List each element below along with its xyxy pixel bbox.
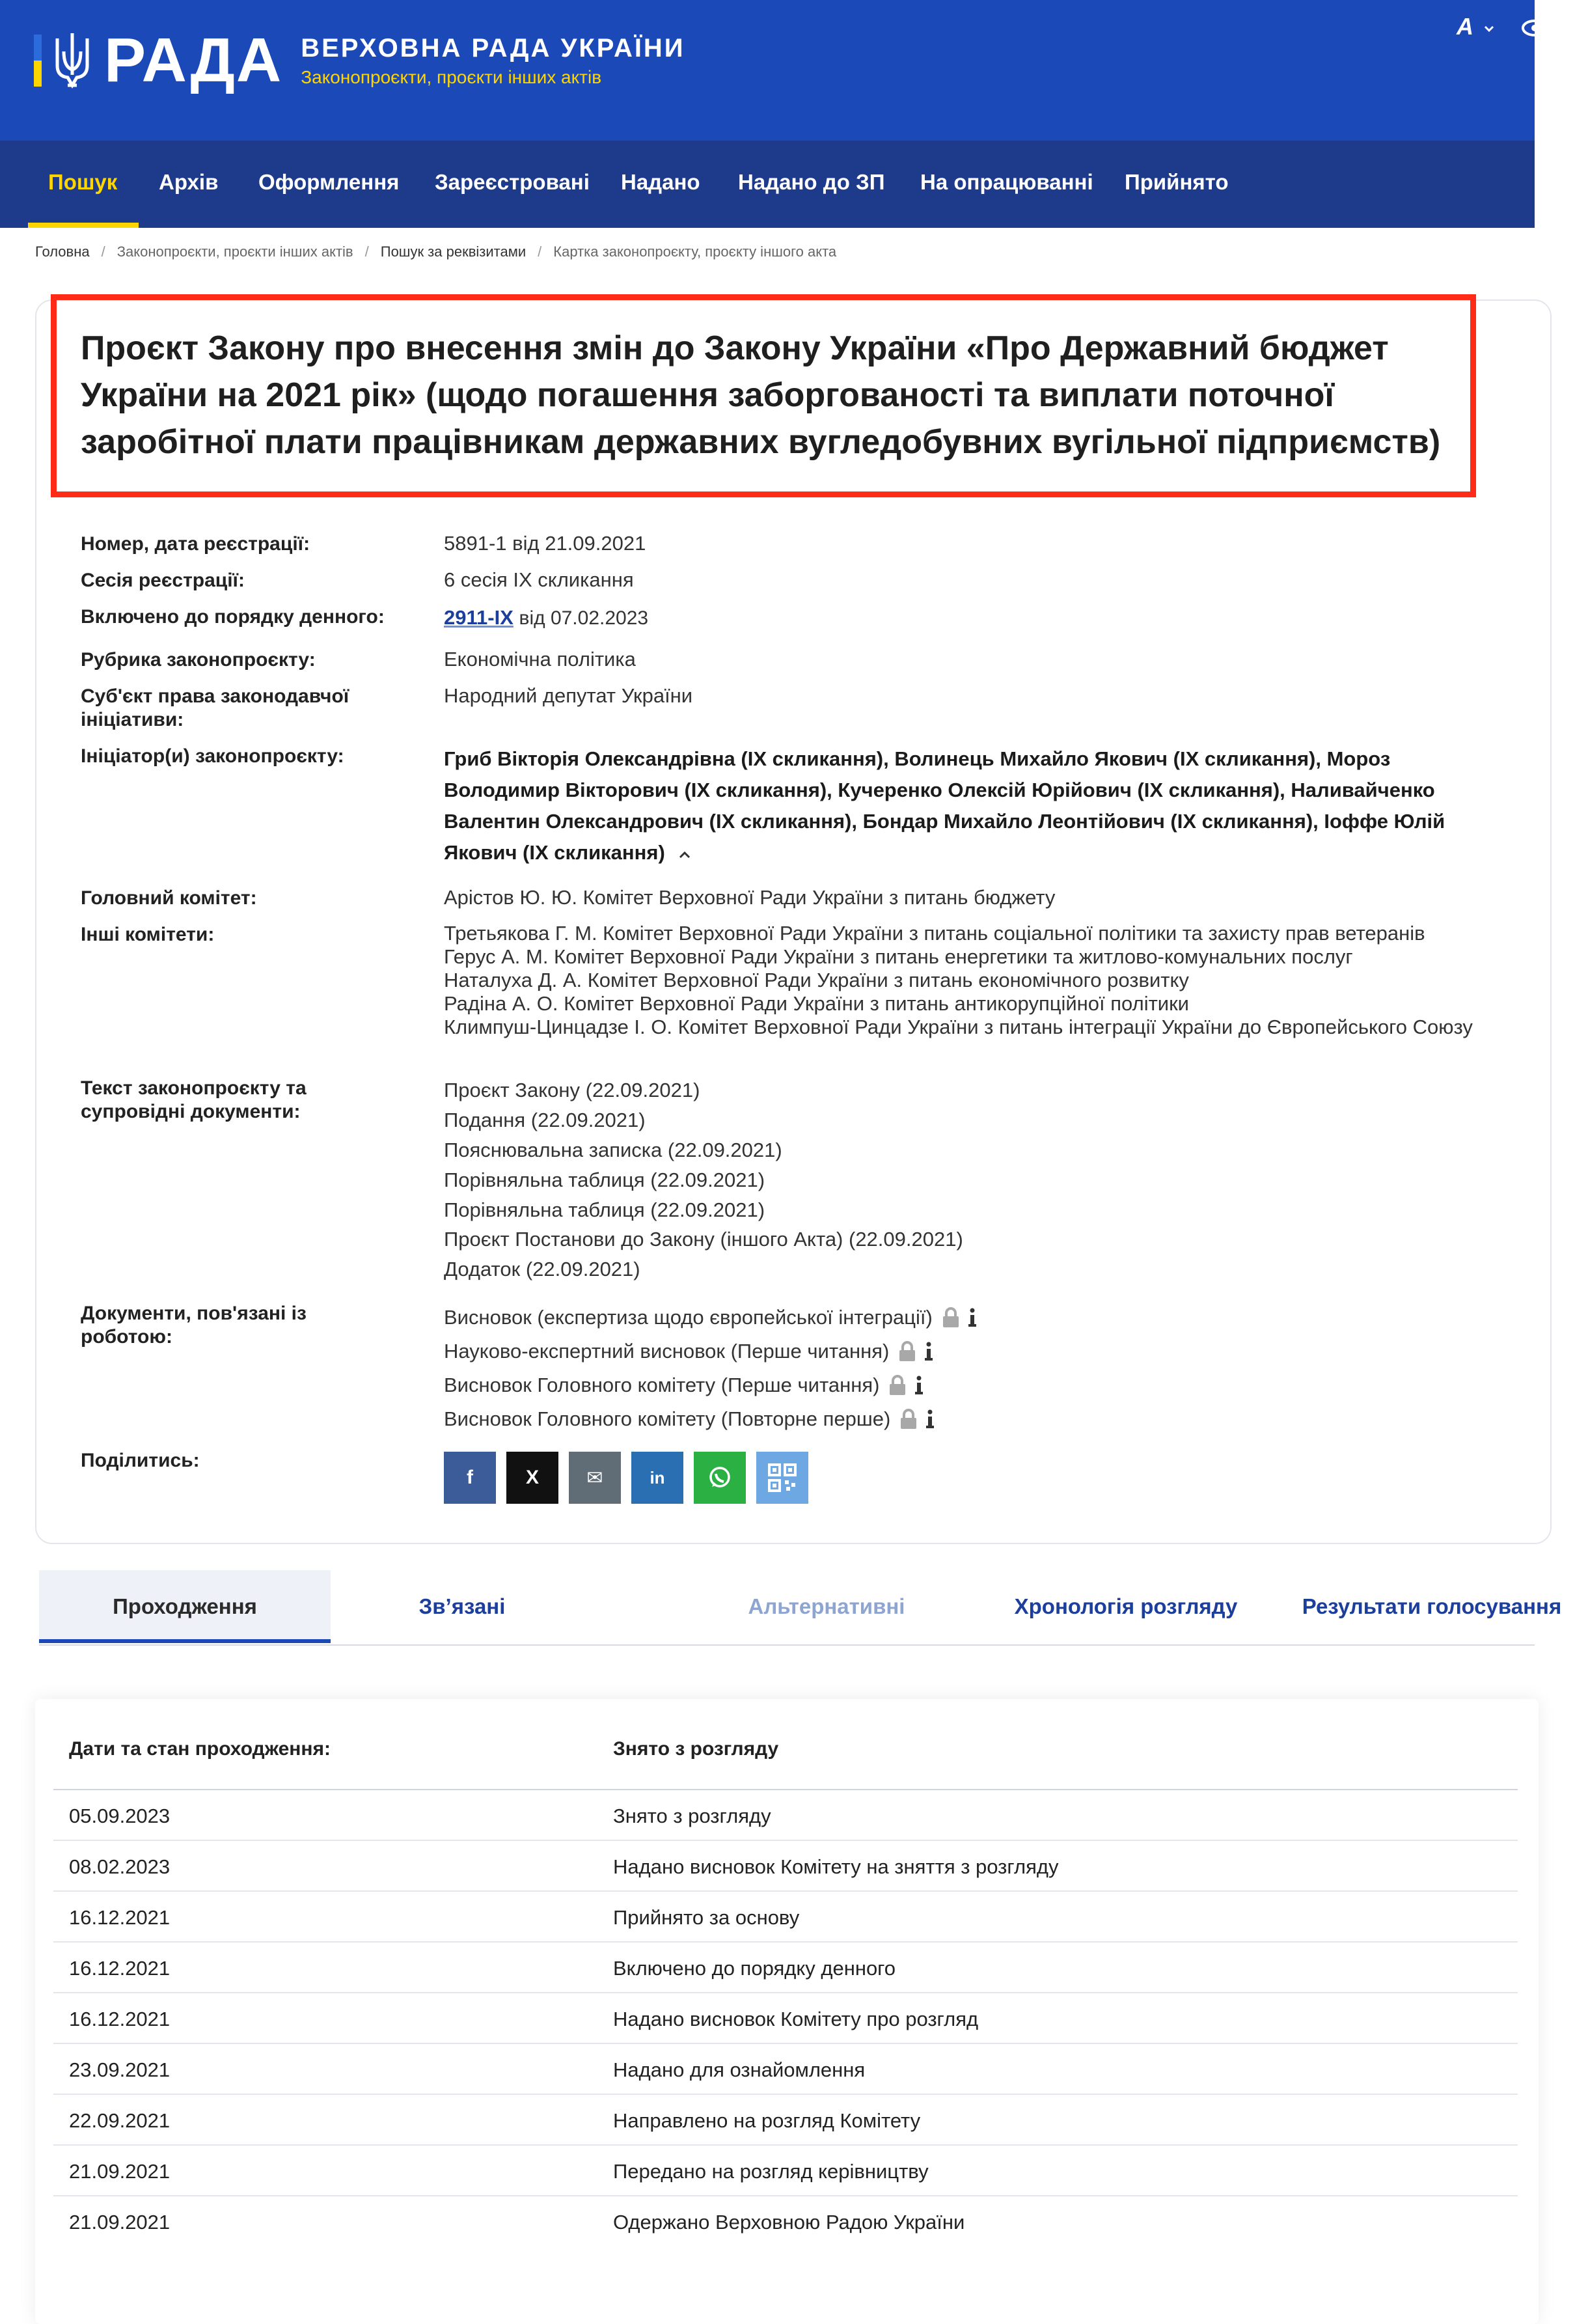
x-share-button[interactable] xyxy=(506,1452,558,1504)
info-icon[interactable] xyxy=(924,1342,933,1361)
agenda-date: від 07.02.2023 xyxy=(519,607,649,629)
bill-tabs xyxy=(39,1570,1562,1646)
main-navigation xyxy=(0,141,1535,228)
table-row xyxy=(53,1993,1518,2044)
info-icon[interactable] xyxy=(968,1308,977,1327)
nav-item-submitted-zp[interactable]: Надано до ЗП xyxy=(738,170,885,194)
breadcrumb-separator: / xyxy=(364,243,369,260)
history-date: 05.09.2023 xyxy=(69,1805,171,1827)
table-row xyxy=(53,1841,1518,1892)
related-doc-item xyxy=(444,1301,1485,1335)
subject-label: Суб'єкт права законодавчої ініціативи: xyxy=(81,685,349,730)
related-label: Документи, пов'язані із роботою: xyxy=(81,1303,307,1348)
doc-link[interactable]: Пояснювальна записка (22.09.2021) xyxy=(444,1138,782,1161)
history-status-column-header: Знято з розгляду xyxy=(613,1738,779,1760)
flag-icon xyxy=(34,35,42,87)
font-size-button[interactable]: A xyxy=(1457,13,1473,40)
breadcrumb-current: Картка законопроєкту, проєкту іншого акта xyxy=(553,243,837,260)
table-row xyxy=(53,2095,1518,2146)
lock-icon xyxy=(888,1375,907,1396)
facebook-icon: f xyxy=(467,1467,473,1488)
initiators-label: Ініціатор(и) законопроєкту: xyxy=(81,745,344,767)
trident-icon xyxy=(52,29,92,92)
docs-list xyxy=(444,1075,1485,1284)
related-doc-link[interactable]: Науково-експертний висновок (Перше читання) xyxy=(444,1340,890,1363)
history-date: 23.09.2021 xyxy=(69,2058,171,2081)
main-committee-label: Головний комітет: xyxy=(81,887,257,909)
breadcrumb-separator: / xyxy=(101,243,105,260)
agenda-link[interactable]: 2911-IX xyxy=(444,606,513,629)
agenda-label: Включено до порядку денного: xyxy=(81,606,385,628)
history-date: 16.12.2021 xyxy=(69,2008,171,2030)
doc-link[interactable]: Проєкт Закону (22.09.2021) xyxy=(444,1079,700,1101)
session-label: Сесія реєстрації: xyxy=(81,570,245,591)
nav-item-submitted[interactable]: Надано xyxy=(621,170,700,194)
other-committees-label: Інші комітети: xyxy=(81,924,215,945)
related-doc-item xyxy=(444,1368,1485,1402)
breadcrumb-bills[interactable]: Законопроєкти, проєкти інших актів xyxy=(116,243,353,260)
committee-item: Наталуха Д. А. Комітет Верховної Ради України з питань економічного розвитку xyxy=(444,968,1189,991)
history-table-header xyxy=(53,1733,1518,1790)
committee-item: Радіна А. О. Комітет Верховної Ради України з питань антикорупційної політики xyxy=(444,991,1189,1015)
history-status: Знято з розгляду xyxy=(613,1805,771,1827)
eye-icon[interactable] xyxy=(1520,20,1540,36)
doc-link[interactable]: Додаток (22.09.2021) xyxy=(444,1258,640,1281)
qr-code-icon xyxy=(768,1463,797,1492)
initiators-text: Гриб Вікторія Олександрівна (IX скликання), Волинець Михайло Якович (IX скликання), Мороз Володимир Вікторович (IX скликання), Кучеренко Олексій Юрійович (IX скликання), Наливайченко Валентин Олександрович (IX скликання), Бондар Михайло Леонтійович (IX скликання), Іоффе Юлій Якович (IX скликання) xyxy=(444,747,1445,865)
site-header xyxy=(0,0,1535,141)
initiators-value xyxy=(444,743,1498,868)
info-icon[interactable] xyxy=(925,1409,935,1429)
chevron-up-icon[interactable] xyxy=(678,850,691,859)
related-doc-link[interactable]: Висновок (експертиза щодо європейської інтеграції) xyxy=(444,1306,933,1329)
doc-link[interactable]: Порівняльна таблиця (22.09.2021) xyxy=(444,1168,765,1191)
bill-title: Проєкт Закону про внесення змін до Закону України «Про Державний бюджет України на 2021 рік» (щодо погашення заборгованості та виплати поточної заробітної плати працівникам державних вугледобувних вугільної підприємств) xyxy=(81,329,1441,461)
history-date: 21.09.2021 xyxy=(69,2211,171,2234)
nav-item-processing[interactable]: На опрацюванні xyxy=(920,170,1093,194)
brand-word: РАДА xyxy=(104,25,283,95)
table-row xyxy=(53,2044,1518,2095)
qr-code-button[interactable] xyxy=(756,1452,808,1504)
doc-link[interactable]: Подання (22.09.2021) xyxy=(444,1108,646,1131)
other-committees-list xyxy=(444,922,1498,1039)
tab-voting-results[interactable]: Результати голосування xyxy=(1302,1594,1562,1618)
tab-related[interactable]: Зв’язані xyxy=(418,1594,506,1618)
agenda-value xyxy=(444,605,1485,630)
subject-value: Народний депутат України xyxy=(444,684,693,707)
email-share-button[interactable] xyxy=(569,1452,621,1504)
history-status: Передано на розгляд керівництву xyxy=(613,2160,929,2183)
site-logo[interactable] xyxy=(34,18,685,103)
table-row xyxy=(53,1892,1518,1943)
doc-link[interactable]: Проєкт Постанови до Закону (іншого Акта) (22.09.2021) xyxy=(444,1228,963,1251)
rubric-label: Рубрика законопроєкту: xyxy=(81,649,316,671)
related-doc-link[interactable]: Висновок Головного комітету (Повторне перше) xyxy=(444,1407,891,1431)
tab-chronology[interactable]: Хронологія розгляду xyxy=(1014,1594,1238,1618)
history-status: Одержано Верховною Радою України xyxy=(613,2211,965,2234)
reg-value: 5891-1 від 21.09.2021 xyxy=(444,532,646,555)
facebook-share-button[interactable] xyxy=(444,1452,496,1504)
history-date: 22.09.2021 xyxy=(69,2109,171,2132)
email-icon: ✉ xyxy=(586,1467,603,1489)
linkedin-share-button[interactable] xyxy=(631,1452,683,1504)
related-docs-list xyxy=(444,1301,1485,1436)
breadcrumb xyxy=(35,242,836,262)
main-committee-value: Арістов Ю. Ю. Комітет Верховної Ради України з питань бюджету xyxy=(444,886,1056,909)
breadcrumb-search[interactable]: Пошук за реквізитами xyxy=(380,243,527,260)
brand-text xyxy=(301,33,685,88)
nav-item-drafting[interactable]: Оформлення xyxy=(258,170,400,194)
committee-item: Герус А. М. Комітет Верховної Ради України з питань енергетики та житлово-комунальних послуг xyxy=(444,945,1353,968)
table-row xyxy=(53,2196,1518,2247)
tab-alternative[interactable]: Альтернативні xyxy=(748,1594,905,1618)
lock-icon xyxy=(898,1341,916,1362)
linkedin-icon: in xyxy=(650,1467,665,1487)
lock-icon xyxy=(942,1307,960,1328)
history-date-column-header: Дати та стан проходження: xyxy=(69,1738,331,1760)
nav-item-registered[interactable]: Зареєстровані xyxy=(435,170,590,194)
session-value: 6 сесія IX скликання xyxy=(444,568,634,591)
committee-item: Климпуш-Цинцадзе І. О. Комітет Верховної Ради України з питань інтеграції України до Європейського Союзу xyxy=(444,1015,1473,1038)
nav-item-adopted[interactable]: Прийнято xyxy=(1125,170,1229,194)
history-status: Включено до порядку денного xyxy=(613,1957,896,1980)
history-status: Надано висновок Комітету на зняття з розгляду xyxy=(613,1855,1059,1878)
history-status: Направлено на розгляд Комітету xyxy=(613,2109,921,2132)
nav-active-indicator xyxy=(28,223,139,228)
breadcrumb-home[interactable]: Головна xyxy=(35,243,90,260)
doc-link[interactable]: Порівняльна таблиця (22.09.2021) xyxy=(444,1198,765,1221)
table-row xyxy=(53,1790,1518,1841)
site-subtitle: Законопроєкти, проєкти інших актів xyxy=(301,67,602,87)
chevron-down-icon[interactable] xyxy=(1484,23,1494,34)
committee-item: Третьякова Г. М. Комітет Верховної Ради України з питань соціальної політики та захисту прав ветеранів xyxy=(444,922,1425,945)
x-icon: X xyxy=(525,1467,539,1488)
rubric-value: Економічна політика xyxy=(444,648,636,671)
related-doc-item xyxy=(444,1335,1485,1368)
site-title: ВЕРХОВНА РАДА УКРАЇНИ xyxy=(301,34,685,62)
info-icon[interactable] xyxy=(914,1376,924,1395)
tab-passage[interactable]: Проходження xyxy=(39,1570,331,1643)
history-date: 21.09.2021 xyxy=(69,2160,171,2183)
history-date: 16.12.2021 xyxy=(69,1906,171,1929)
history-date: 08.02.2023 xyxy=(69,1855,171,1878)
table-row xyxy=(53,2146,1518,2196)
whatsapp-share-button[interactable] xyxy=(694,1452,746,1504)
share-buttons xyxy=(444,1452,808,1504)
history-status: Прийнято за основу xyxy=(613,1906,800,1929)
reg-label: Номер, дата реєстрації: xyxy=(81,533,310,555)
docs-label: Текст законопроєкту та супровідні документи: xyxy=(81,1077,307,1122)
lock-icon xyxy=(899,1409,918,1430)
share-label: Поділитись: xyxy=(81,1450,200,1471)
related-doc-link[interactable]: Висновок Головного комітету (Перше читання) xyxy=(444,1374,880,1397)
history-status: Надано для ознайомлення xyxy=(613,2058,866,2081)
nav-item-archive[interactable]: Архів xyxy=(159,170,219,194)
whatsapp-icon xyxy=(707,1465,733,1491)
table-row xyxy=(53,1943,1518,1993)
nav-item-search[interactable]: Пошук xyxy=(48,170,118,194)
related-doc-item xyxy=(444,1402,1485,1436)
breadcrumb-separator: / xyxy=(538,243,542,260)
history-date: 16.12.2021 xyxy=(69,1957,171,1980)
history-status: Надано висновок Комітету про розгляд xyxy=(613,2008,979,2030)
